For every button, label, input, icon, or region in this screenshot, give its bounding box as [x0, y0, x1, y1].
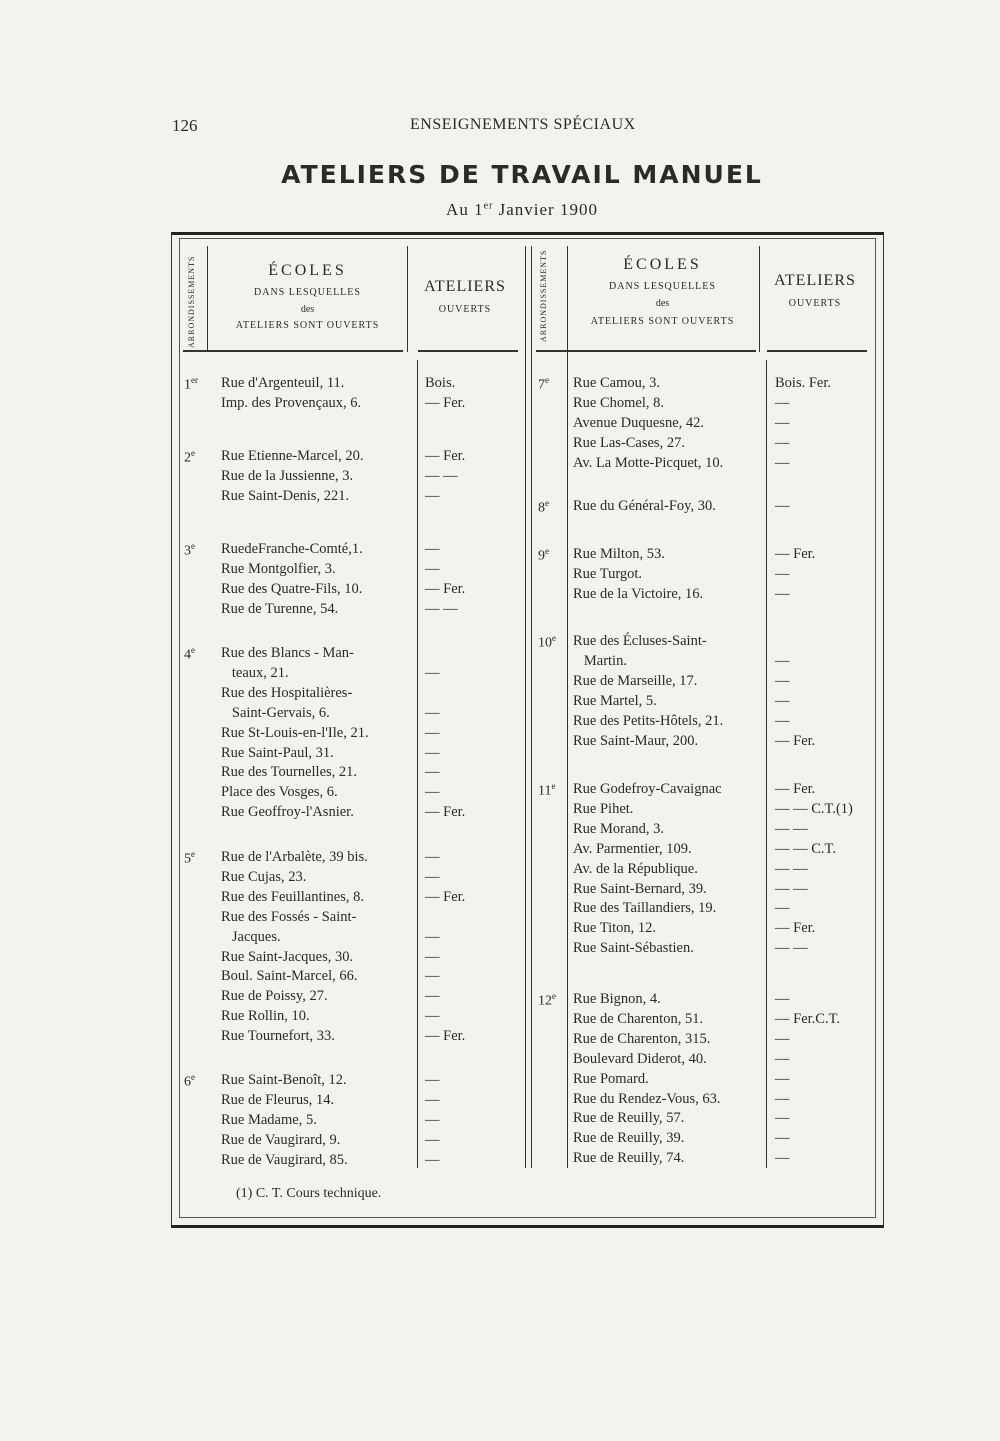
left-arrondissement-3: 3e [184, 541, 195, 559]
school-name: Rue Titon, 12. [573, 920, 656, 937]
school-name: Rue Morand, 3. [573, 820, 665, 837]
atelier-value: Bois. Fer. [775, 375, 831, 391]
school-name: Rue Godefroy-Cavaignac [573, 781, 722, 797]
subtitle-prefix: Au 1 [446, 200, 484, 219]
school-name: Rue Saint-Paul, 31. [221, 744, 334, 761]
header-des: des [300, 304, 315, 315]
atelier-value: — [425, 988, 440, 1005]
school-name: Rue de Charenton, 51. [573, 1010, 704, 1027]
atelier-value: — [775, 434, 790, 451]
school-name: Rue de Reuilly, 74. [573, 1150, 685, 1167]
school-name: Saint-Gervais, 6. [221, 704, 330, 721]
right-arrondissement-9: 9e [538, 546, 549, 564]
header-arrondissements: ARRONDISSEMENTS [187, 255, 196, 348]
atelier-value: — Fer. [425, 888, 466, 905]
atelier-value: — — [775, 820, 808, 837]
atelier-value: — [775, 585, 790, 602]
header-ateliers-sont-ouverts: ATELIERS SONT OUVERTS [590, 316, 735, 327]
atelier-value: — [425, 744, 440, 761]
atelier-value: — [775, 692, 790, 709]
school-name: Rue des Petits-Hôtels, 21. [573, 712, 724, 729]
school-name: Rue St-Louis-en-l'Ile, 21. [221, 724, 369, 741]
atelier-value: — [775, 672, 790, 689]
school-name: Rue Saint-Sébastien. [573, 940, 694, 957]
atelier-value: — [425, 704, 440, 721]
atelier-value: — [425, 968, 440, 985]
atelier-value: — [425, 849, 440, 865]
school-name: Rue Geoffroy-l'Asnier. [221, 804, 354, 821]
school-name: Rue de Poissy, 27. [221, 988, 328, 1005]
school-name: Av. La Motte-Picquet, 10. [573, 454, 724, 471]
atelier-value: — Fer. [425, 580, 466, 597]
atelier-value: — [775, 1070, 790, 1087]
school-name: Rue Saint-Benoît, 12. [221, 1072, 347, 1088]
atelier-value: — Fer. [775, 546, 816, 562]
school-name: Rue des Hospitalières- [221, 684, 353, 701]
atelier-value: — Fer. [425, 394, 466, 411]
school-name: Rue Martel, 5. [573, 692, 657, 709]
atelier-value: — [425, 487, 440, 504]
right-arrondissement-8: 8e [538, 498, 549, 516]
school-name: Boul. Saint-Marcel, 66. [221, 968, 358, 985]
atelier-value: — — C.T. [775, 840, 836, 857]
school-name: Rue de Charenton, 315. [573, 1030, 711, 1047]
right-arrondissement-11: 11e [538, 781, 556, 799]
school-name: Jacques. [221, 928, 281, 945]
school-name: Boulevard Diderot, 40. [573, 1050, 707, 1067]
school-name: Avenue Duquesne, 42. [573, 414, 705, 431]
atelier-value: — — [775, 940, 808, 957]
atelier-value: — Fer. [425, 448, 466, 464]
right-arrondissement-10: 10e [538, 633, 556, 651]
atelier-value: — [425, 1131, 440, 1148]
school-name: Rue des Quatre-Fils, 10. [221, 580, 363, 597]
school-name: Rue Bignon, 4. [573, 991, 661, 1007]
atelier-value: — [775, 900, 790, 917]
atelier-value: — [425, 541, 440, 557]
atelier-value: — — C.T.(1) [775, 800, 853, 817]
left-arrondissement-2: 2e [184, 448, 195, 466]
atelier-value: — [775, 1130, 790, 1147]
school-name: Rue des Tournelles, 21. [221, 764, 358, 781]
school-name: Rue des Taillandiers, 19. [573, 900, 717, 917]
school-name: Rue d'Argenteuil, 11. [221, 375, 345, 391]
school-name: Rue du Rendez-Vous, 63. [573, 1090, 721, 1107]
atelier-value: — Fer. [775, 732, 816, 749]
atelier-value: — [775, 1030, 790, 1047]
atelier-value: — [425, 724, 440, 741]
school-name: Rue des Feuillantines, 8. [221, 888, 364, 905]
header-rule [418, 350, 518, 352]
school-name: Rue Cujas, 23. [221, 868, 307, 885]
left-arrondissement-4: 4e [184, 645, 195, 663]
right-arrondissement-12: 12e [538, 991, 556, 1009]
subtitle-sup: er [483, 200, 494, 212]
running-head: ENSEIGNEMENTS SPÉCIAUX [410, 116, 636, 133]
school-name: Rue Etienne-Marcel, 20. [221, 448, 364, 464]
left-arrondissement-6: 6e [184, 1072, 195, 1090]
divider [525, 246, 526, 1168]
school-name: Rue de Vaugirard, 85. [221, 1151, 348, 1168]
atelier-value: — [425, 1091, 440, 1108]
header-dans-lesquelles: DANS LESQUELLES [609, 281, 716, 292]
left-arrondissement-5: 5e [184, 849, 195, 867]
school-name: Rue Tournefort, 33. [221, 1028, 335, 1045]
school-name: Rue de l'Arbalète, 39 bis. [221, 849, 368, 865]
atelier-value: — [775, 454, 790, 471]
atelier-value: — — [425, 600, 458, 617]
header-rule [767, 350, 867, 352]
atelier-value: — Fer. [425, 1028, 466, 1045]
school-name: Martin. [573, 652, 627, 669]
school-name: Imp. des Provençaux, 6. [221, 394, 362, 411]
atelier-value: — [425, 948, 440, 965]
school-name: Rue Saint-Denis, 221. [221, 487, 350, 504]
school-name: Rue Saint-Bernard, 39. [573, 880, 707, 897]
atelier-value: — [775, 991, 790, 1007]
divider [207, 246, 208, 352]
header-ecoles: ÉCOLES [268, 262, 347, 279]
school-name: Rue Milton, 53. [573, 546, 665, 562]
subtitle-suffix: Janvier 1900 [493, 200, 598, 219]
atelier-value: — [425, 928, 440, 945]
atelier-value: — [775, 1110, 790, 1127]
school-name: Rue Camou, 3. [573, 375, 660, 391]
school-name: Place des Vosges, 6. [221, 784, 338, 801]
school-name: Rue de Reuilly, 57. [573, 1110, 685, 1127]
atelier-value: — [425, 1072, 440, 1088]
header-rule [183, 350, 403, 352]
atelier-value: — [775, 1050, 790, 1067]
atelier-value: — [775, 414, 790, 431]
atelier-value: — [425, 1008, 440, 1025]
school-name: Rue de Vaugirard, 9. [221, 1131, 341, 1148]
school-name: Rue de Fleurus, 14. [221, 1091, 335, 1108]
school-name: Rue Saint-Maur, 200. [573, 732, 699, 749]
atelier-value: — [425, 868, 440, 885]
atelier-value: — [425, 784, 440, 801]
school-name: Rue des Écluses-Saint- [573, 633, 707, 649]
school-name: RuedeFranche-Comté,1. [221, 541, 363, 557]
atelier-value: — [425, 764, 440, 781]
atelier-value: — — [775, 880, 808, 897]
page-subtitle [0, 200, 1000, 220]
school-name: Rue Saint-Jacques, 30. [221, 948, 354, 965]
school-name: teaux, 21. [221, 664, 289, 681]
school-name: Rue Rollin, 10. [221, 1008, 310, 1025]
school-name: Rue Chomel, 8. [573, 394, 665, 411]
school-name: Rue Montgolfier, 3. [221, 560, 336, 577]
school-name: Rue de Reuilly, 39. [573, 1130, 685, 1147]
atelier-value: — [775, 1090, 790, 1107]
page-title: ATELIERS DE TRAVAIL MANUEL [281, 160, 763, 189]
header-ateliers: ATELIERS [774, 272, 856, 289]
school-name: Av. de la République. [573, 860, 698, 877]
atelier-value: — Fer. [775, 920, 816, 937]
atelier-value: — [775, 498, 790, 514]
header-dans-lesquelles: DANS LESQUELLES [254, 287, 361, 298]
atelier-value: — Fer. [425, 804, 466, 821]
divider [407, 246, 408, 352]
atelier-value: — [425, 664, 440, 681]
header-ecoles: ÉCOLES [623, 256, 702, 273]
atelier-value: — [775, 1150, 790, 1167]
school-name: Rue Pihet. [573, 800, 634, 817]
header-arrondissements: ARRONDISSEMENTS [539, 249, 548, 342]
header-rule [536, 350, 756, 352]
school-name: Rue Turgot. [573, 565, 643, 582]
divider [531, 246, 532, 1168]
atelier-value: — [775, 652, 790, 669]
school-name: Av. Parmentier, 109. [573, 840, 692, 857]
atelier-value: — [775, 394, 790, 411]
school-name: Rue de la Jussienne, 3. [221, 467, 354, 484]
footnote: (1) C. T. Cours technique. [236, 1186, 382, 1201]
divider [766, 360, 767, 1168]
right-arrondissement-7: 7e [538, 375, 549, 393]
school-name: Rue des Blancs - Man- [221, 645, 354, 661]
school-name: Rue de Marseille, 17. [573, 672, 698, 689]
atelier-value: — [775, 712, 790, 729]
atelier-value: — [775, 565, 790, 582]
divider [417, 360, 418, 1168]
divider [567, 246, 568, 1168]
atelier-value: — [425, 1111, 440, 1128]
header-ouverts: OUVERTS [788, 298, 842, 309]
atelier-value: Bois. [425, 375, 456, 391]
header-ateliers: ATELIERS [424, 278, 506, 295]
atelier-value: — [425, 560, 440, 577]
school-name: Rue Pomard. [573, 1070, 649, 1087]
atelier-value: — [425, 1151, 440, 1168]
school-name: Rue des Fossés - Saint- [221, 908, 357, 925]
school-name: Rue Las-Cases, 27. [573, 434, 685, 451]
school-name: Rue de la Victoire, 16. [573, 585, 704, 602]
atelier-value: — Fer.C.T. [775, 1010, 840, 1027]
page-number: 126 [172, 116, 198, 135]
left-arrondissement-1: 1er [184, 375, 198, 393]
school-name: Rue Madame, 5. [221, 1111, 317, 1128]
school-name: Rue du Général-Foy, 30. [573, 498, 716, 514]
atelier-value: — — [425, 467, 458, 484]
header-ouverts: OUVERTS [438, 304, 492, 315]
header-ateliers-sont-ouverts: ATELIERS SONT OUVERTS [235, 320, 380, 331]
atelier-value: — Fer. [775, 781, 816, 797]
atelier-value: — — [775, 860, 808, 877]
school-name: Rue de Turenne, 54. [221, 600, 339, 617]
header-des: des [655, 298, 670, 309]
